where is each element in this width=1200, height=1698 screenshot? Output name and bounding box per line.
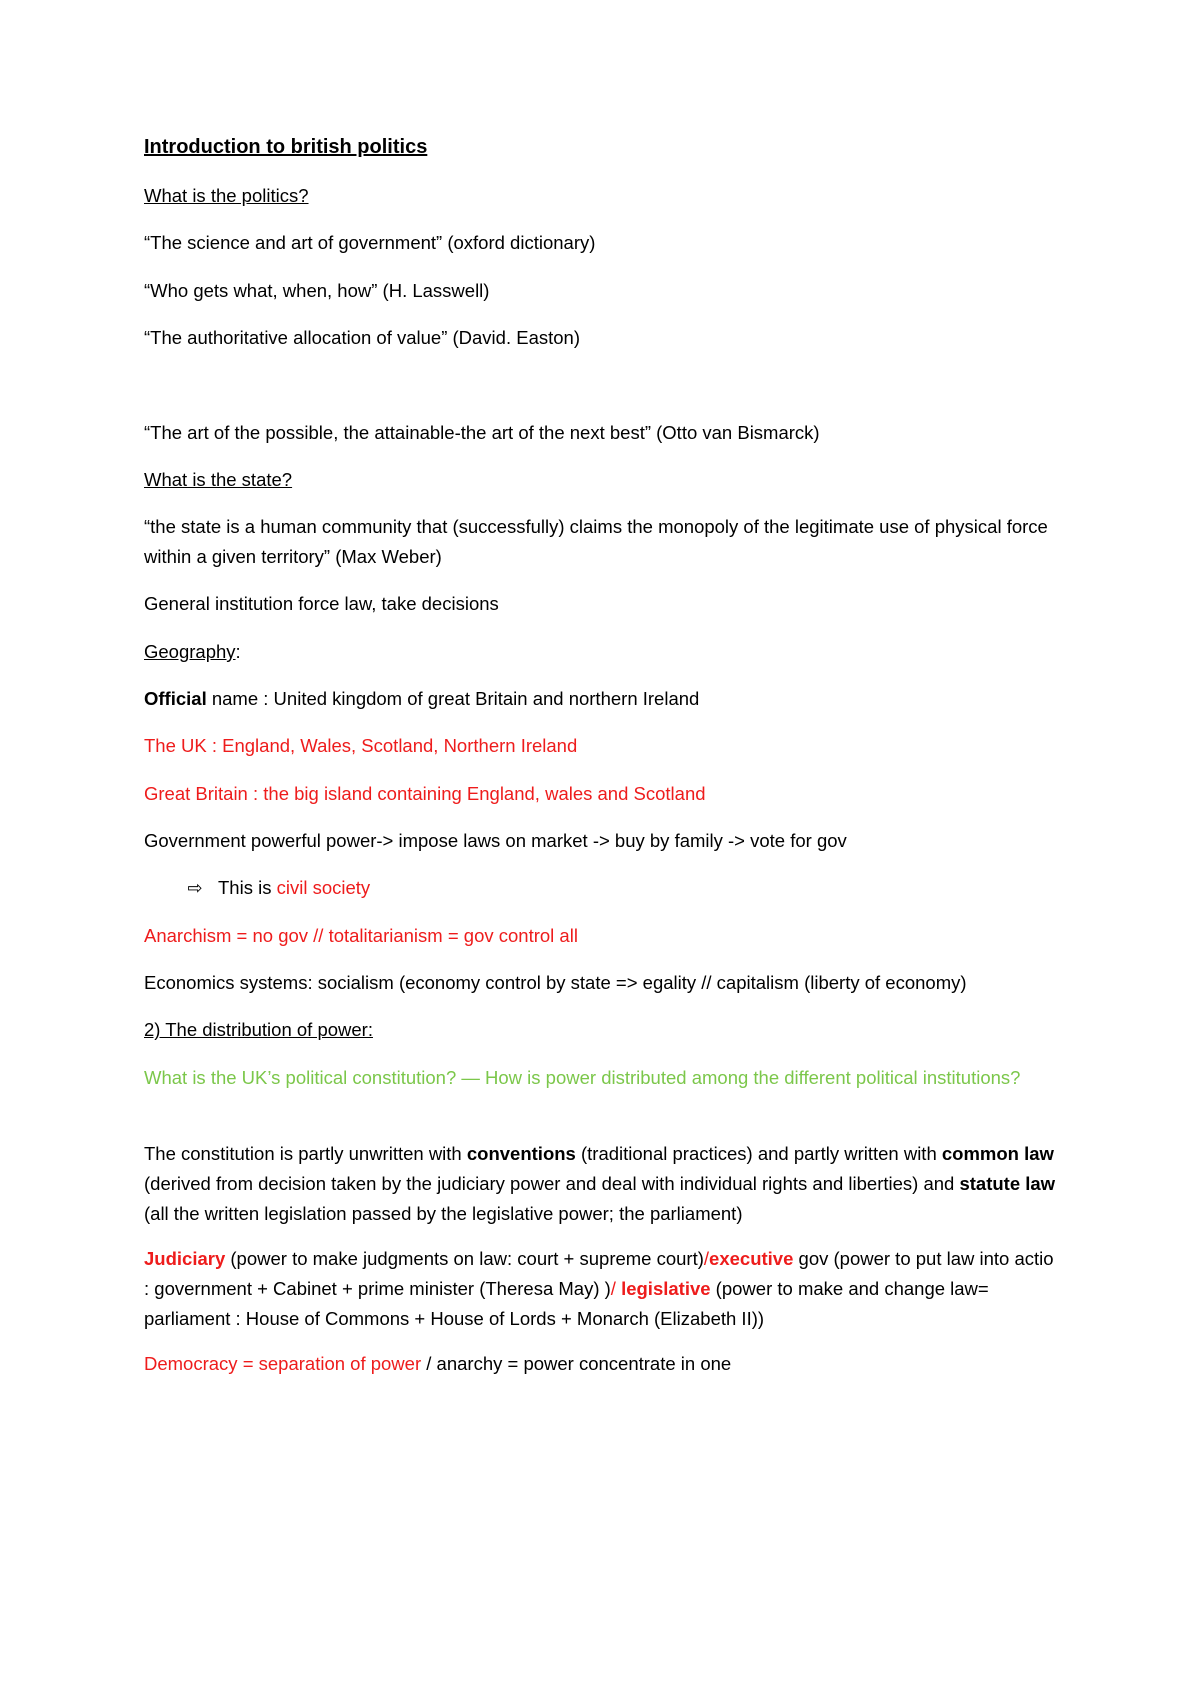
civil-prefix: This is — [218, 877, 277, 898]
common-law-term: common law — [941, 1143, 1054, 1164]
quote-oxford: “The science and art of government” (oxford dictionary) — [144, 232, 596, 253]
economics-line: Economics systems: socialism (economy control by state => egality // capitalism (liberty of economy) — [144, 972, 967, 993]
quote-easton: “The authoritative allocation of value” (David. Easton) — [144, 327, 580, 348]
quote-bismarck: “The art of the possible, the attainable-the art of the next best” (Otto van Bismarck) — [144, 422, 820, 443]
government-chain: Government powerful power-> impose laws on market -> buy by family -> vote for gov — [144, 830, 847, 851]
judiciary-desc: (power to make judgments on law: court + supreme court) — [225, 1248, 704, 1269]
constitution-text-3: (derived from decision taken by the judiciary power and deal with individual rights and liberties) and — [144, 1173, 960, 1194]
question-state: What is the state? — [144, 469, 293, 490]
section-2-heading: 2) The distribution of power: — [144, 1019, 373, 1040]
democracy-line — [144, 1349, 1064, 1379]
powers-slash-2: / — [610, 1278, 622, 1299]
uk-definition: The UK : England, Wales, Scotland, Northern Ireland — [144, 735, 578, 756]
official-label: Official — [144, 688, 207, 709]
document-title: Introduction to british politics — [144, 136, 428, 158]
official-rest: name : United kingdom of great Britain and northern Ireland — [206, 688, 700, 709]
official-name — [144, 684, 1064, 714]
quote-weber: “the state is a human community that (successfully) claims the monopoly of the legitimate use of physical force within a given territory” (Max Weber) — [144, 516, 1048, 567]
question-politics: What is the politics? — [144, 185, 309, 206]
constitution-paragraph — [144, 1139, 1059, 1229]
legislative-desc: (power to make and change law= parliament : House of Commons + House of Lords + Monarch (Elizabeth II)) — [144, 1278, 989, 1329]
constitution-question: What is the UK’s political constitution? — How is power distributed among the different political institutions? — [144, 1067, 1021, 1088]
conventions-term: conventions — [466, 1143, 576, 1164]
powers-paragraph — [144, 1244, 1059, 1334]
geography-label: Geography — [144, 641, 236, 662]
executive-desc: gov (power to put law into actio : government + Cabinet + prime minister (Theresa May) ) — [144, 1248, 1054, 1299]
constitution-text-2: (traditional practices) and partly written with — [575, 1143, 942, 1164]
powers-slash-1: / — [703, 1248, 710, 1269]
geography-heading — [144, 637, 1064, 667]
democracy-red: Democracy = separation of power — [144, 1353, 422, 1374]
quote-lasswell: “Who gets what, when, how” (H. Lasswell) — [144, 280, 490, 301]
legislative-term: legislative — [621, 1278, 711, 1299]
constitution-text-4: (all the written legislation passed by the legislative power; the parliament) — [144, 1203, 743, 1224]
democracy-rest: / anarchy = power concentrate in one — [421, 1353, 732, 1374]
judiciary-term: Judiciary — [144, 1248, 226, 1269]
general-institution: General institution force law, take decisions — [144, 593, 499, 614]
civil-society-bullet — [172, 873, 1092, 903]
executive-term: executive — [709, 1248, 794, 1269]
statute-law-term: statute law — [959, 1173, 1056, 1194]
arrow-right-icon: ⇨ — [187, 878, 203, 898]
anarchism-line: Anarchism = no gov // totalitarianism = gov control all — [144, 925, 578, 946]
geography-colon: : — [235, 641, 241, 662]
civil-highlight: civil society — [276, 877, 371, 898]
constitution-text-1: The constitution is partly unwritten with — [144, 1143, 467, 1164]
gb-definition: Great Britain : the big island containing England, wales and Scotland — [144, 783, 706, 804]
